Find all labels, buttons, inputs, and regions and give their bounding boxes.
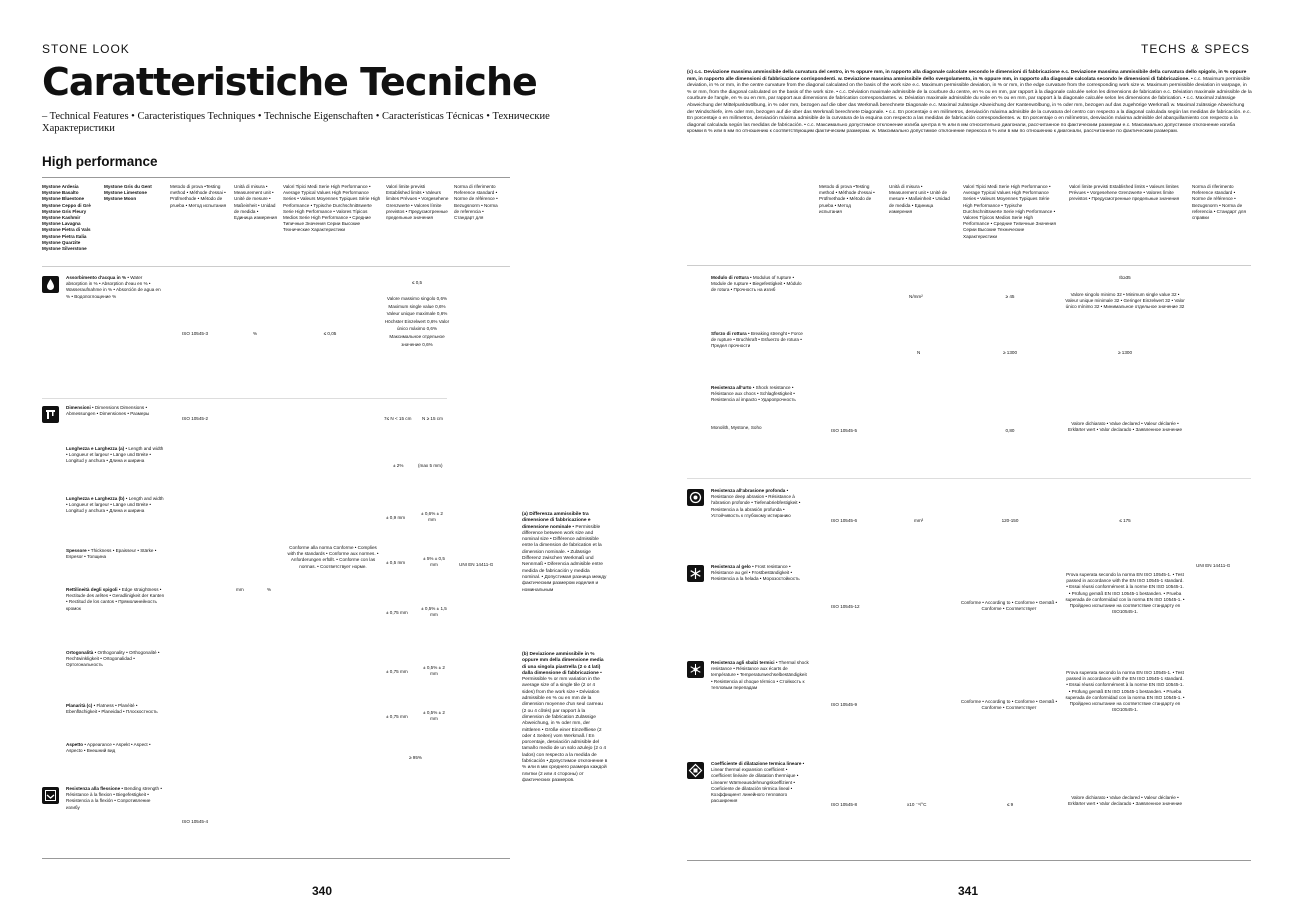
dimensions-limit-b: N ≥ 15 cm — [422, 416, 443, 421]
dims-unit-mm: mm — [236, 587, 244, 592]
row-length-b-v2: ± 0,6% ± 2 mm — [421, 511, 443, 523]
water-limit-top: ≤ 0,5 — [411, 280, 423, 285]
series-list-2: Mystone Gris du Gent Mystone Limestone Mystone Moon — [104, 184, 152, 202]
dims-norm: UNI EN 14411-G — [459, 562, 494, 567]
abrasion-unit: mm³ — [914, 518, 924, 523]
intro-note: (c) c.c. Deviazione massima ammissibile della curvatura del centro, in % oppure mm, in rapporto alla diagonale calcolate secondo le dimensioni di fabbricazione e.c. Deviazione massima ammissibile della curvatura dello spigolo, in % oppure mm, in rapporto alle dimensioni di fabbricazione corrispondenti. w. Deviazione massima ammissibile dello svergolamento, in % oppure mm, in rapporto alla diagonale calcolata secondo le dimensioni di fabbricazione. • c.c. Maximum permissible deviation, in % or mm, in the centre curvature from the diagonal calculated on the basis of the work size e.c. Maximum permissible deviation, in % or mm, in the edge curvature from the corresponding work size w. Maximum permissible deviation in warpage, in % or mm, from the diagonal calculated on the basis of the work size. • c.c. Déviation maximale admissible de la courbure du centre, en % ou en mm, par rapport à la diagonale calculée selon les dimensions de fabrication e.c. Déviation maximale admissible de la courbure de l'angle, en % ou en mm, par rapport aux dimensions de fabrication correspondantes. w. Déviation maximale admissible du voile en % ou en mm, par rapport à la diagonale calculée selon les dimensions de fabrication. • c.c. Maximal zulässige Abweichung der Mittelpunktwölbung, in % oder mm, bezogen auf die über das Werkmaß berechnete Diagonale e.c. Maximal zulässige Abweichung der Kantenwölbung, in % oder mm, bezogen auf das zugehörige Werkmaß w. Maximal zulässige Abweichung der Windschiefe, in% oder mm, bezogen auf die über das Werkmaß berechnete Diagonale. • c.c. En porcentaje o en milímetros, desviación máxima admisible de la curvatura del centro con respecto a la diagonal calculada según las medidas de fabricación. e.c. En porcentaje o en milímetros, desviación máxima admisible de la curvatura de la esquina con respecto a las medidas de fabricación correspondientes. w. En porcentaje o en milímetros, desviación máxima admisible del abarquillamiento con respecto a la diagonal calculada según las medidas de fabricación. • c.c. Максимально допустимое отклонение изгиба центра в % или в мм относительно диагонали, рассчитанное по фактическим размерам e.c. Максимально допустимое отклонение изгиба кромки в % или в мм по отношению к соответствующим фактическим размерам. w. Максимально допустимое отклонение перекоса в % или в мм по отношению к диагонали, рассчитанное по фактическим размерам. — [687, 70, 1252, 135]
row-appearance: Aspetto • Appearance • Aspekt • Aspect • Aspecto • Внешний вид — [66, 742, 151, 754]
breaking-unit: N — [917, 350, 921, 355]
row-orthogonality-v2: ± 0,5% ± 2 mm — [423, 665, 445, 677]
note-a: (a) Differenza ammissibile tra dimensione di fabbricazione e dimensione nominale • Permissible difference between work size and nominal size • Différence admissible entre la dimension de fabrication et la dimension nominale. • Zulässige Differenz zwischen Werkmaß und Nennmaß • Diferencia admisible entre medida de fabricación y medida nominal. • Допустимая разница между фактическим размером изделия и номинальным — [522, 512, 607, 593]
header-typical: Valori Tipici Medi Serie High Performance • Average Typical Values High Performance Series • Valeurs Moyennes Typiques Série High Performance • Typische Durchschnittswerte Serie High Performance • Valores Típicos Medios Serie High Performance • Средние Типичные Значения Серии Высокие Технические Характеристики — [283, 184, 381, 233]
header-unit: Unità di misura • Measurement unit • Unité de mesure • Maßeinheit • Unidad de medida • Единица измерения — [889, 184, 950, 214]
page-number: 340 — [312, 884, 333, 898]
page-title: Caratteristiche Tecniche — [42, 60, 537, 104]
rupture-limit-top: Ib≥35 — [1119, 275, 1131, 280]
dimensions-limit-a: 7≤ N < 15 cm — [384, 416, 412, 421]
snowflake-icon — [687, 565, 704, 582]
page-number: 341 — [958, 884, 979, 898]
page-subtitle: – Technical Features • Caracteristiques Techniques • Technische Eigenschaften • Características Técnicas • Технические Характеристики — [42, 111, 550, 134]
caliper-icon — [42, 406, 59, 423]
right-page — [645, 0, 1291, 920]
breaking-typical: ≥ 1300 — [1002, 350, 1018, 355]
section-title: High performance — [42, 154, 158, 169]
thermal-limit: Prova superata secondo la norma EN ISO 10545-1. • Test passed in accordance with the EN ISO 10545-1 standard. • Essai réussi conformément à la norme EN ISO 10545-1. • Prüfung gemäß EN ISO 10545-1 bestanden. • Prueba superada de conformidad con la norma EN ISO 10545-1. • Пройдено испытание на соответствие стандарту en ISO10545-1. — [1065, 670, 1185, 713]
abrasion-wheel-icon — [687, 489, 704, 506]
brand-label: STONE LOOK — [42, 42, 130, 56]
row-length-a: Lunghezza e Larghezza (a) • Length and width • Longueur et largeur • Länge und Breite • Longitud y anchura • Длина и ширина — [66, 446, 164, 464]
thermal-shock-icon — [687, 661, 704, 678]
row-thickness-v1: ± 0,5 mm — [386, 560, 406, 565]
divider — [42, 858, 510, 859]
flexion-method: ISO 10545-4 — [182, 819, 209, 824]
abrasion-typical: 120-150 — [1001, 518, 1019, 523]
thermal-typical: Conforme • According to • Conforme • Gemäß • Conforme • Соответствует — [960, 699, 1058, 711]
thermal-method: ISO 10545-9 — [831, 702, 858, 707]
row-orthogonality-v1: ± 0,75 mm — [386, 669, 408, 674]
abrasion-method: ISO 10545-6 — [831, 518, 858, 523]
thermal-label: Resistenza agli sbalzi termici • Thermal shock resistance • Résistance aux écarts de température • Temperaturwechselbeständigkeit • Resistencia al choque térmico • Стойкость к тепловым перепадам — [711, 660, 809, 690]
series-list-1: Mystone Ardesia Mystone Basalto Mystone Bluestone Mystone Ceppo di Grè Mystone Gris Fleury Mystone Kashmir Mystone Lavagna Mystone Pietra di Vals Mystone Pietra Italia Mystone Quarzite Mystone Silverstone — [42, 184, 91, 252]
rupture-limit: Valore singolo minimo 32 • Minimum single value 32 • Valeur unique minimale 32 • Geringer Einzelwert 32 • Valor único mínimo 32 • Минимальное отдельное значение 32 — [1065, 292, 1185, 310]
conformity-text: Conforme alla norma Conforme • Complies with the standards • Conforme aux normes. • Anforderungen erfüllt. • Conforme con las normas. • Соответствует норме. — [287, 545, 379, 569]
brand-label: TECHS & SPECS — [1141, 42, 1251, 56]
row-thickness: Spessore • Thickness • Epaisseur • Stärke • Espesor • Толщина — [66, 548, 157, 560]
breaking-limit: ≥ 1300 — [1117, 350, 1133, 355]
flexion-label: Resistenza alla flessione • Bending strength • Résistance à la flexion • Biegefestigkeit • Resistencia a la flexión • Сопротивление изгибу — [66, 786, 162, 810]
row-flatness: Planarità (c) • Flatness • Planéité • Ebenflächigkeit • Planeidad • Плоскостность — [66, 703, 158, 715]
row-length-b-v1: ± 0,9 mm — [386, 515, 406, 520]
divider — [42, 398, 447, 399]
dimensions-label: Dimensioni • Dimensions Dimensions • Abmessungen • Dimensiones • Размеры — [66, 405, 150, 417]
abrasion-label: Resistenza all'abrasione profonda • Resistance deep abrasion • Résistance à l'abrasion profonde • Tiefenabriebfestigkeit • Resistencia a la abrasión profunda • Устойчивость к глубокому истиранию — [711, 488, 801, 518]
dilation-unit: x10 ⁻⁶/°C — [907, 802, 927, 807]
impact-method: ISO 10545-5 — [831, 428, 858, 433]
row-thickness-v2: ± 5% ± 0,5 mm — [423, 556, 445, 568]
rupture-unit: N/mm² — [909, 294, 923, 299]
row-orthogonality: Ortogonalità • Orthogonality • Orthogonalité • Rechtwinkligkeit • Ortogonalidad • Ортогональность — [66, 650, 160, 668]
row-flatness-v1: ± 0,75 mm — [386, 714, 408, 719]
row-length-a-v2: (max 5 mm) — [418, 463, 443, 468]
rupture-label: Modulo di rottura • Modulus of rupture • Module de rupture • Biegefestigkeit • Módulo de rotura • Прочность на изгиб — [711, 275, 802, 293]
dims-unit-pct: % — [267, 587, 272, 592]
frost-label: Resistenza al gelo • Frost resistance • Résistance au gel • Frostbeständigkeit • Resistencia a la helada • Морозостойкость — [711, 564, 800, 582]
divider — [42, 177, 510, 178]
header-unit: Unità di misura • Measurement unit • Unité de mesure • Maßeinheit • Unidad de medida • Единица измерения — [234, 184, 277, 221]
water-typical: ≤ 0,05 — [323, 331, 337, 336]
water-limit-detail: Valore massimo singolo 0,6% Maximum single value 0,6% Valeur unique maximale 0,6% Höchster Einzelwert 0,6% Valor único máximo 0,6% Максимальное отдельное значение 0,6% — [384, 296, 450, 347]
impact-products: Monolith, Mystone, Soho — [711, 425, 762, 430]
frost-limit: Prova superata secondo la norma EN ISO 10545-1. • Test passed in accordance with the EN ISO 10545-1 standard. • Essai réussi conformément à la norme EN ISO 10545-1. • Prüfung gemäß EN ISO 10545-1 bestanden. • Prueba superada de conformidad con la norma EN ISO 10545-1. • Пройдено испытание на соответствие стандарту en ISO10545-1. — [1065, 572, 1185, 615]
note-b: (b) Deviazione ammissibile in % oppure mm della dimensione media di una singola piastrella (2 o 4 lati) dalla dimensione di fabbricazione • Permissible % or mm variation in the average size of a single tile (2 or 4 sides) from the work size • Déviation admissible en % ou en mm de la dimension moyenne d'un seul carreau (2 ou 4 côtés) par rapport à la dimension de fabrication Zulässige Abweichung, in % oder mm, der mittleren • Größe einer Einzelfliese (2 oder 4 Seiten) vom Werkmaß / En porcentaje, desviación admisible del tamaño medio de un solo azulejo (2 o 4 lados) con respecto a la medida de fabricación • Допустимое отклонение в % или в мм среднего размера каждой плитки (2 или 4 стороны) от фактических размеров. — [522, 652, 608, 783]
water-absorption-label: Assorbimento d'acqua in % • Water absorption in % • Absorption d'eau en % • Wasseraufnahme in % • Absorción de agua en % • Водопоглощение % — [66, 275, 161, 299]
header-method: Metodo di prova •Testing method • Méthode d'essai • Prüfmethode • Método de prueba • Метод испытания — [170, 184, 227, 208]
water-unit: % — [253, 331, 258, 336]
row-flatness-v2: ± 0,5% ± 2 mm — [423, 710, 445, 722]
divider — [687, 265, 1251, 266]
row-appearance-v1: ≥ 95% — [409, 755, 422, 760]
header-limits: Valori limite previsti Established limits • Valeurs limites Prévues • Vorgesehene Grenzwerte • Valores límite previstos • Предусмотренные предельные значения — [386, 184, 449, 221]
row-edge-v2: ± 0,5% ± 1,5 mm — [421, 606, 447, 618]
breaking-label: Sforzo di rottura • Breaking strenght • Force de rupture • Bruchkraft • Esfuerzo de rotura • Предел прочности — [711, 331, 803, 349]
header-norm: Norma di riferimento Reference standard • Norme de référence • Bezugsnorm • Norma de referencia • Стандарт для справки — [1192, 184, 1246, 221]
divider — [42, 266, 510, 267]
dilation-limit: Valore dichiarato • Value declared • Valeur déclarée • Erklärter wert • Valor declarado • Заявленное значение — [1067, 795, 1183, 807]
rupture-typical: ≥ 45 — [1005, 294, 1015, 299]
norm-all: UNI EN 14411-G — [1196, 563, 1231, 568]
row-length-a-v1: ± 2% — [393, 463, 404, 468]
row-length-b: Lunghezza e Larghezza (b) • Length and width • Longueur et largeur • Länge und Breite • Longitud y anchura • Длина и ширина — [66, 496, 164, 514]
dilation-label: Coefficiente di dilatazione termica lineare • Linear thermal expansion coefficient • coefficient linéaire de dilatation thermique • Linearer Wärmeausdehnungskoeffizient • Coeficiente de dilatación térmica lineal • Коэффициент линейного теплового расширения — [711, 761, 805, 804]
header-norm: Norma di riferimento Reference standard • Norme de référence • Bezugsnorm • Norma de referencia • Стандарт для — [454, 184, 498, 221]
dimensions-method: ISO 10545-2 — [182, 416, 209, 421]
header-typical: Valori Tipici Medi Serie High Performance • Average Typical Values High Performance Series • Valeurs Moyennes Typiques Série High Performance • Typische Durchschnittswerte Serie High Performance • Valores Típicos Medios Serie High Performance • Средние Типичные Значения Серии Высокие Технические Характеристики — [963, 184, 1056, 239]
impact-limit: Valore dichiarato • Value declared • Valeur déclarée • Erklärter wert • Valor declarado • Заявленное значение — [1067, 421, 1183, 433]
dilation-typical: ≤ 9 — [1006, 802, 1014, 807]
bending-icon — [42, 787, 59, 804]
frost-typical: Conforme • According to • Conforme • Gemäß • Conforme • Соответствует — [960, 600, 1058, 612]
water-method: ISO 10545-3 — [182, 331, 209, 336]
row-edge-v1: ± 0,75 mm — [386, 610, 408, 615]
frost-method: ISO 10545-12 — [831, 604, 860, 609]
header-method: Metodo di prova •Testing method • Méthode d'essai • Prüfmethode • Método de prueba • Метод испытания — [819, 184, 875, 214]
row-edge: Rettilineità degli spigoli • Edge straightness • Rectitude des arêtes • Geradlinigkeit der Kanten • Rectitud de los cantos • Прямолинейность кромок — [66, 587, 165, 611]
divider — [687, 860, 1251, 861]
impact-typical: 0,80 — [1005, 428, 1015, 433]
expansion-icon — [687, 762, 704, 779]
abrasion-limit: ≤ 175 — [1119, 518, 1131, 523]
divider — [687, 478, 1251, 479]
water-drop-icon — [42, 276, 59, 293]
impact-label: Resistenza all'urto • Shock resistance • Résistance aux chocs • Schlagfestigkeit • Resistencia al impacto • Ударопрочность — [711, 385, 796, 403]
left-page — [0, 0, 645, 920]
header-limits: Valori limite previsti Established limits • Valeurs limites Prévues • Vorgesehene Grenzwerte • Valores límite previstos • Предусмотренные предельные значения — [1069, 184, 1180, 202]
dilation-method: ISO 10545-8 — [831, 802, 858, 807]
